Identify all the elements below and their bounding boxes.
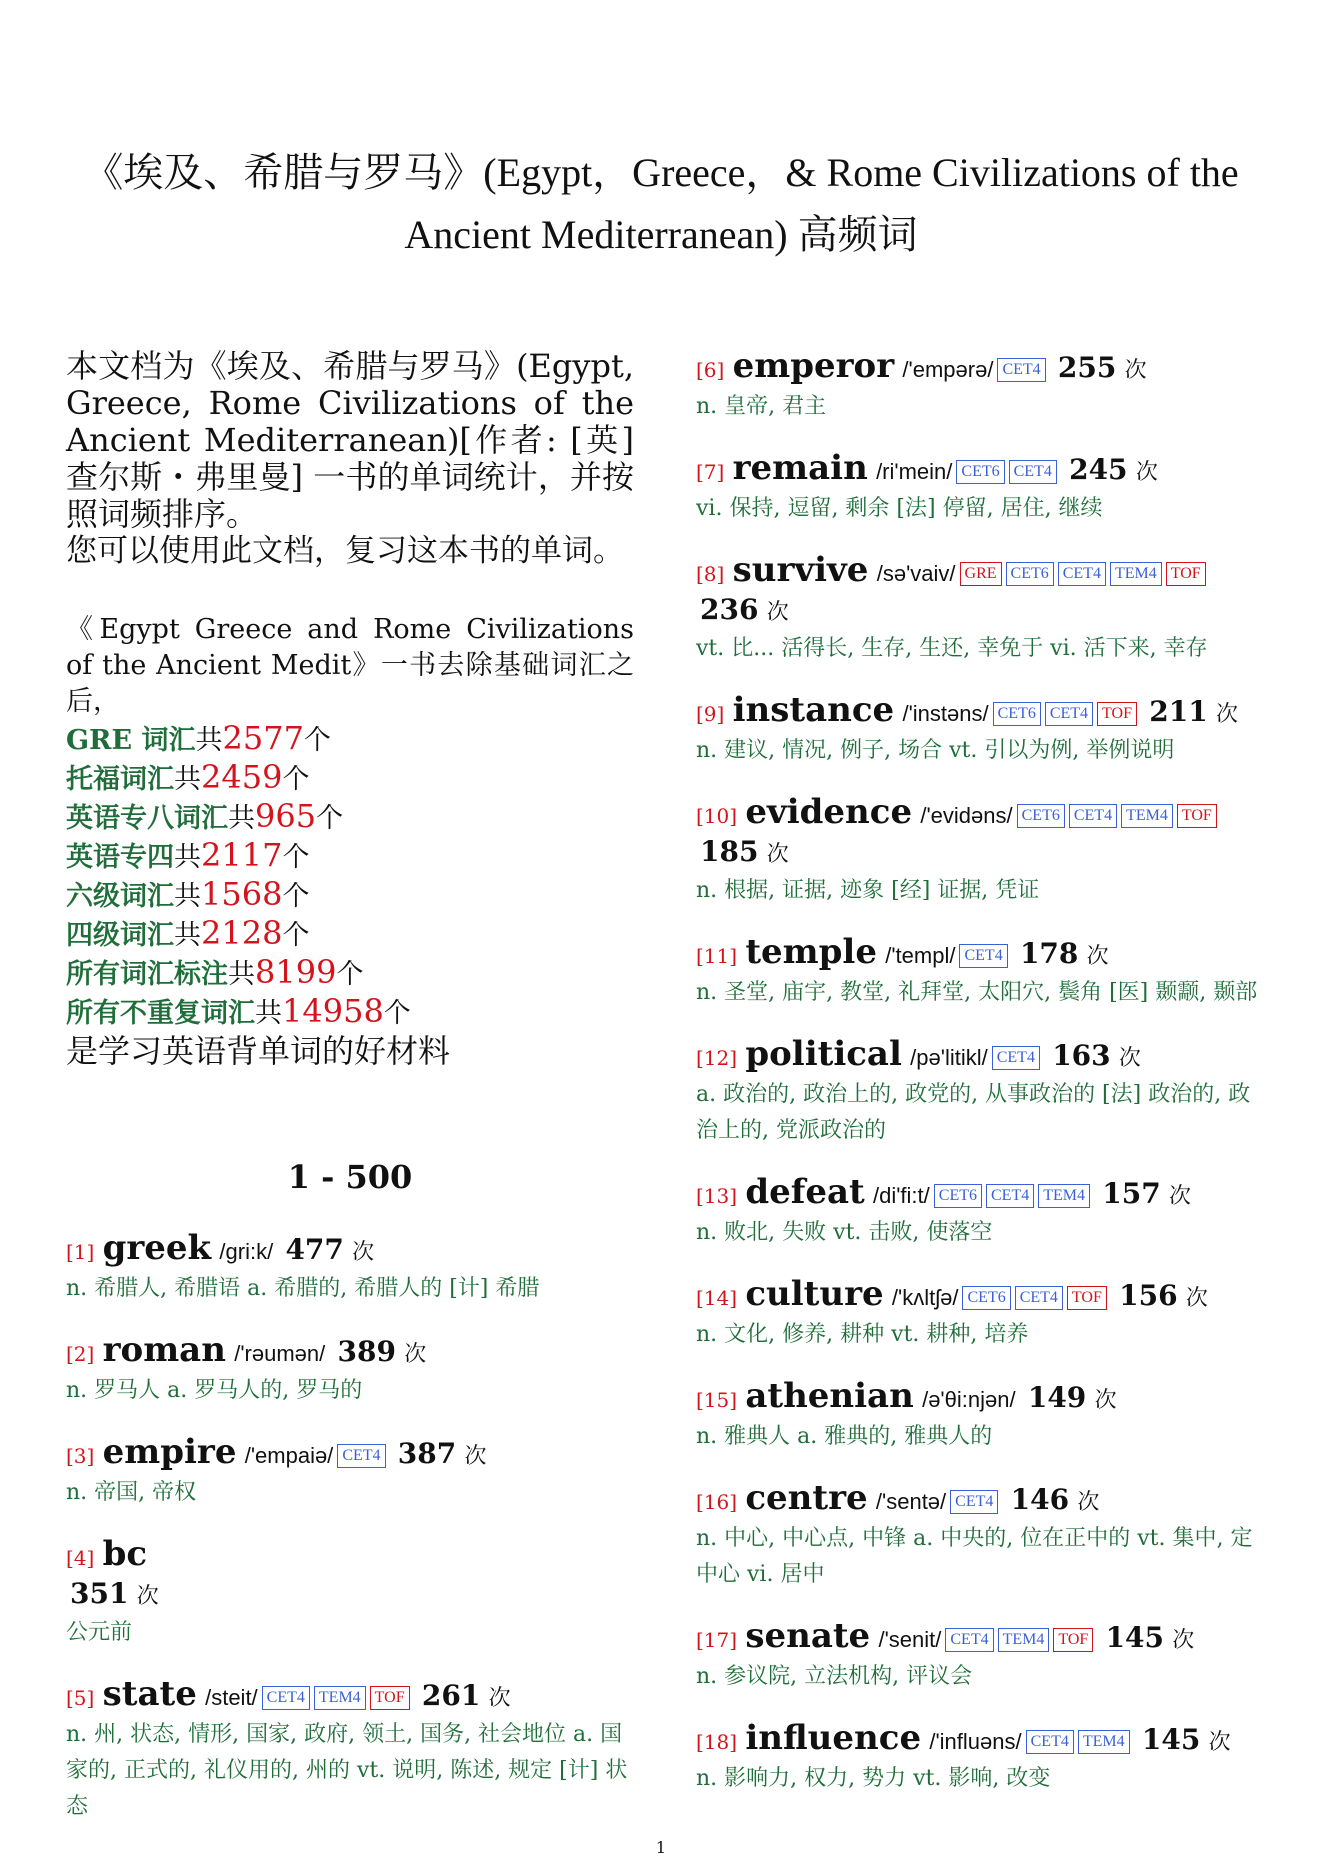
exam-tag-badge: CET4 (262, 1686, 310, 1710)
entry-index: [8] (696, 562, 725, 586)
stat-line (66, 915, 634, 954)
entry-index: [15] (696, 1388, 738, 1412)
intro-paragraph: 本文档为《埃及、希腊与罗马》(Egypt, Greece, Rome Civilizations of the Ancient Mediterranean)[作者: [英] 查尔斯・弗里曼] 一书的单词统计，并按照词频排序。 (66, 347, 634, 533)
stat-mid: 共 (228, 959, 255, 990)
entry-phonetic: /'rəumən/ (234, 1341, 326, 1366)
stat-unit: 个 (282, 920, 310, 951)
stat-label: 所有不重复词汇 (66, 998, 255, 1029)
entry-count: 211 (1149, 695, 1208, 728)
entry-head (696, 934, 1266, 975)
exam-tag-badge: TOF (1053, 1628, 1093, 1652)
entry-index: [6] (696, 358, 725, 382)
entry-definition: n. 州, 状态, 情形, 国家, 政府, 领土, 国务, 社会地位 a. 国家的, 正式的, 礼仪用的, 州的 vt. 说明, 陈述, 规定 [计] 状态 (66, 1722, 628, 1819)
exam-tag-badge: TEM4 (314, 1686, 366, 1710)
entry-index: [12] (696, 1046, 738, 1070)
entry-index: [13] (696, 1184, 738, 1208)
entry-word: temple (745, 932, 877, 972)
vocab-entry (696, 1618, 1266, 1695)
exam-tag-badge: TEM4 (1121, 804, 1173, 828)
entry-phonetic: /'kʌltʃə/ (891, 1285, 959, 1310)
vocab-entry (66, 1536, 634, 1651)
right-column (696, 348, 1266, 1822)
section-heading: 1 - 500 (287, 1158, 413, 1196)
stat-label: 所有词汇标注 (66, 959, 228, 990)
entry-word: political (745, 1034, 902, 1074)
exam-tag-badge: CET4 (945, 1628, 993, 1652)
stat-label: 四级词汇 (66, 920, 174, 951)
title-line-1: 《埃及、希腊与罗马》(Egypt，Greece，& Rome Civilizations of the (83, 150, 1239, 195)
entry-count: 163 (1052, 1039, 1111, 1072)
left-column (66, 348, 634, 1850)
entry-count: 145 (1141, 1723, 1201, 1756)
stat-unit: 个 (316, 803, 344, 834)
exam-tag-badge: TEM4 (998, 1628, 1050, 1652)
entry-phonetic: /ri'mein/ (876, 459, 953, 484)
entry-definition: n. 根据, 证据, 迹象 [经] 证据, 凭证 (696, 878, 1040, 903)
entry-definition: n. 败北, 失败 vt. 击败, 使落空 (696, 1220, 993, 1245)
entry-index: [1] (66, 1240, 95, 1264)
stat-number: 2459 (201, 758, 283, 796)
entry-index: [9] (696, 702, 725, 726)
entry-index: [14] (696, 1286, 738, 1310)
exam-tag-badge: GRE (960, 562, 1002, 586)
entry-definition: vi. 保持, 逗留, 剩余 [法] 停留, 居住, 继续 (696, 496, 1103, 521)
entry-count: 149 (1027, 1381, 1087, 1414)
entry-head (696, 692, 1266, 733)
vocab-entry (696, 1480, 1266, 1593)
stats-block (66, 612, 634, 1070)
entry-count: 387 (397, 1437, 457, 1470)
vocab-entry (696, 348, 1266, 425)
exam-tag-badge: CET4 (1009, 460, 1057, 484)
entry-phonetic: /'empaiə/ (244, 1443, 334, 1468)
entry-index: [5] (66, 1686, 95, 1710)
entry-count-unit: 次 (352, 1240, 375, 1265)
entry-count-unit: 次 (1168, 1184, 1191, 1209)
entry-phonetic: /gri:k/ (219, 1239, 274, 1264)
exam-tag-badge: CET6 (934, 1184, 982, 1208)
entry-word: empire (102, 1432, 237, 1472)
entry-count-unit: 次 (1077, 1490, 1100, 1515)
entry-definition: 公元前 (66, 1620, 133, 1645)
exam-tag-badge: TOF (370, 1686, 410, 1710)
exam-tag-badge: TOF (1097, 702, 1137, 726)
entry-word: defeat (745, 1172, 865, 1212)
stat-mid: 共 (228, 803, 255, 834)
entry-head (696, 1036, 1266, 1077)
entry-definition: n. 影响力, 权力, 势力 vt. 影响, 改变 (696, 1766, 1051, 1791)
entry-head (696, 348, 1266, 389)
exam-tag-badge: TEM4 (1038, 1184, 1090, 1208)
entry-count-unit: 次 (766, 600, 789, 625)
stat-line (66, 993, 634, 1032)
stat-number: 2117 (201, 836, 283, 874)
exam-tag-badge: CET4 (992, 1046, 1040, 1070)
vocab-entry (696, 1720, 1266, 1797)
entry-count-unit: 次 (404, 1342, 427, 1367)
entry-definition: n. 中心, 中心点, 中锋 a. 中央的, 位在正中的 vt. 集中, 定中心 vi. 居中 (696, 1526, 1253, 1587)
entry-phonetic: /pə'litikl/ (910, 1045, 988, 1070)
entry-word: influence (745, 1718, 922, 1758)
entry-head (696, 1378, 1266, 1419)
document-title (40, 142, 1282, 266)
entry-head (696, 450, 1266, 491)
entry-count: 146 (1010, 1483, 1070, 1516)
entry-definition: n. 雅典人 a. 雅典的, 雅典人的 (696, 1424, 993, 1449)
entry-count: 245 (1069, 453, 1128, 486)
stat-label: 托福词汇 (66, 764, 174, 795)
entry-phonetic: /'evidəns/ (920, 803, 1013, 828)
exam-tag-badge: CET4 (1026, 1730, 1074, 1754)
entry-word: survive (732, 550, 869, 590)
entry-index: [10] (696, 804, 738, 828)
entry-count: 351 (70, 1577, 129, 1610)
entry-count-unit: 次 (1086, 944, 1109, 969)
exam-tag-badge: CET4 (337, 1444, 385, 1468)
stat-unit: 个 (282, 842, 310, 873)
vocab-entry (66, 1434, 634, 1511)
entry-index: [17] (696, 1628, 738, 1652)
entry-definition: n. 皇帝, 君主 (696, 394, 827, 419)
stat-unit: 个 (383, 998, 411, 1029)
exam-tag-badge: CET4 (950, 1490, 998, 1514)
stat-mid: 共 (174, 920, 201, 951)
entry-count: 157 (1102, 1177, 1161, 1210)
entry-index: [2] (66, 1342, 95, 1366)
vocab-entry (696, 1174, 1266, 1251)
stat-unit: 个 (303, 725, 331, 756)
entry-count-unit: 次 (1172, 1628, 1195, 1653)
entry-word: evidence (745, 792, 913, 832)
exam-tag-badge: CET6 (956, 460, 1004, 484)
entry-index: [16] (696, 1490, 738, 1514)
vocab-entry (696, 1378, 1266, 1455)
stat-label: 英语专四 (66, 842, 174, 873)
entry-phonetic: /'sentə/ (875, 1489, 947, 1514)
entry-head (66, 1230, 634, 1271)
vocab-entry (66, 1676, 634, 1825)
entry-count-unit: 次 (488, 1686, 511, 1711)
vocab-entry (696, 552, 1266, 667)
entry-head (696, 1276, 1266, 1317)
entry-head (696, 1618, 1266, 1659)
stat-number: 14958 (282, 992, 384, 1030)
stat-unit: 个 (282, 881, 310, 912)
vocab-entry (66, 1332, 634, 1409)
stat-unit: 个 (336, 959, 364, 990)
entry-definition: n. 文化, 修养, 耕种 vt. 耕种, 培养 (696, 1322, 1029, 1347)
entry-count-unit: 次 (1118, 1046, 1141, 1071)
entry-count-unit: 次 (464, 1444, 487, 1469)
vocab-entry (696, 1036, 1266, 1149)
entry-head (66, 1434, 634, 1475)
stat-line (66, 759, 634, 798)
entry-word: bc (102, 1534, 148, 1574)
entry-count-unit: 次 (1135, 460, 1158, 485)
entry-phonetic: /'empərə/ (902, 357, 994, 382)
entry-count: 185 (700, 835, 759, 868)
intro-paragraph-2: 您可以使用此文档，复习这本书的单词。 (66, 533, 624, 569)
exam-tag-badge: CET4 (1058, 562, 1106, 586)
entry-head (696, 552, 1266, 631)
entry-index: [18] (696, 1730, 738, 1754)
entry-phonetic: /ə'θi:njən/ (922, 1387, 1016, 1412)
entry-head (696, 1720, 1266, 1761)
entry-count: 389 (337, 1335, 396, 1368)
entry-phonetic: /'senit/ (878, 1627, 942, 1652)
entry-phonetic: /'templ/ (885, 943, 956, 968)
stat-label: 英语专八词汇 (66, 803, 228, 834)
vocab-entry (696, 1276, 1266, 1353)
entry-definition: n. 帝国, 帝权 (66, 1480, 197, 1505)
vocab-entry (696, 450, 1266, 527)
entry-index: [4] (66, 1546, 95, 1570)
stat-line (66, 837, 634, 876)
stat-unit: 个 (282, 764, 310, 795)
entry-phonetic: /'instəns/ (902, 701, 989, 726)
entries-left (66, 1230, 634, 1825)
stats-lines (66, 720, 634, 1032)
entry-definition: n. 希腊人, 希腊语 a. 希腊的, 希腊人的 [计] 希腊 (66, 1276, 540, 1301)
exam-tag-badge: CET6 (962, 1286, 1010, 1310)
entry-word: state (102, 1674, 197, 1714)
entry-count: 178 (1019, 937, 1079, 970)
entry-definition: n. 参议院, 立法机构, 评议会 (696, 1664, 973, 1689)
stats-preface: 《Egypt Greece and Rome Civilizations of the Ancient Medit》一书去除基础词汇之后， (66, 614, 634, 717)
entry-definition: n. 建议, 情况, 例子, 场合 vt. 引以为例, 举例说明 (696, 738, 1175, 763)
entry-definition: vt. 比... 活得长, 生存, 生还, 幸免于 vi. 活下来, 幸存 (696, 636, 1208, 661)
entry-word: athenian (745, 1376, 914, 1416)
entry-word: roman (102, 1330, 226, 1370)
entry-count: 261 (421, 1679, 481, 1712)
entry-count-unit: 次 (136, 1584, 159, 1609)
entry-count: 145 (1105, 1621, 1165, 1654)
entry-word: culture (745, 1274, 884, 1314)
entry-count-unit: 次 (1185, 1286, 1208, 1311)
exam-tag-badge: TEM4 (1110, 562, 1162, 586)
entry-head (66, 1332, 634, 1373)
stat-mid: 共 (174, 842, 201, 873)
entry-count: 255 (1057, 351, 1117, 384)
exam-tag-badge: CET4 (997, 358, 1045, 382)
stat-mid: 共 (174, 881, 201, 912)
entry-word: centre (745, 1478, 868, 1518)
stat-number: 8199 (255, 953, 337, 991)
stat-mid: 共 (255, 998, 282, 1029)
exam-tag-badge: CET4 (959, 944, 1007, 968)
stat-mid: 共 (174, 764, 201, 795)
entry-word: remain (732, 448, 868, 488)
entry-definition: a. 政治的, 政治上的, 政党的, 从事政治的 [法] 政治的, 政治上的, 党派政治的 (696, 1082, 1251, 1143)
stat-mid: 共 (195, 725, 223, 756)
exam-tag-badge: CET4 (1045, 702, 1093, 726)
stat-number: 2128 (201, 914, 283, 952)
exam-tag-badge: CET6 (1017, 804, 1065, 828)
entry-word: greek (102, 1228, 212, 1268)
page-number: 1 (655, 1838, 667, 1857)
exam-tag-badge: CET4 (1015, 1286, 1063, 1310)
entry-count-unit: 次 (1215, 702, 1238, 727)
vocab-entry (696, 934, 1266, 1011)
entry-count: 236 (700, 593, 759, 626)
stat-number: 1568 (201, 875, 283, 913)
vocab-entry (696, 794, 1266, 909)
exam-tag-badge: CET4 (986, 1184, 1034, 1208)
entry-phonetic: /sə'vaiv/ (876, 561, 956, 586)
exam-tag-badge: TOF (1166, 562, 1206, 586)
title-line-2: Ancient Mediterranean) 高频词 (404, 212, 918, 257)
entry-index: [3] (66, 1444, 95, 1468)
exam-tag-badge: CET6 (993, 702, 1041, 726)
entry-count: 156 (1119, 1279, 1178, 1312)
entry-word: emperor (732, 346, 895, 386)
exam-tag-badge: TOF (1177, 804, 1217, 828)
stat-number: 965 (255, 797, 317, 835)
entries-right (696, 348, 1266, 1797)
entry-head (66, 1536, 634, 1576)
entry-count-unit: 次 (766, 842, 789, 867)
entry-head (696, 1174, 1266, 1215)
entry-definition: n. 圣堂, 庙宇, 教堂, 礼拜堂, 太阳穴, 鬓角 [医] 颞颥, 颞部 (696, 980, 1258, 1005)
entry-phonetic: /'influəns/ (929, 1729, 1022, 1754)
entry-word: senate (745, 1616, 871, 1656)
stats-footer: 是学习英语背单词的好材料 (66, 1032, 451, 1070)
stat-line (66, 720, 634, 759)
exam-tag-badge: CET4 (1069, 804, 1117, 828)
stat-label: GRE 词汇 (66, 725, 196, 756)
entry-word: instance (732, 690, 895, 730)
entry-count-unit: 次 (1124, 358, 1147, 383)
entry-count: 477 (285, 1233, 344, 1266)
entry-definition: n. 罗马人 a. 罗马人的, 罗马的 (66, 1378, 363, 1403)
stat-label: 六级词汇 (66, 881, 174, 912)
entry-count-unit: 次 (1208, 1730, 1231, 1755)
exam-tag-badge: CET6 (1006, 562, 1054, 586)
entry-head (66, 1676, 634, 1717)
stat-line (66, 876, 634, 915)
stat-line (66, 798, 634, 837)
stat-line (66, 954, 634, 993)
entry-count-line (66, 1576, 634, 1615)
exam-tag-badge: TOF (1067, 1286, 1107, 1310)
entry-index: [7] (696, 460, 725, 484)
entry-count-unit: 次 (1094, 1388, 1117, 1413)
entry-phonetic: /di'fi:t/ (873, 1183, 930, 1208)
stat-number: 2577 (222, 719, 304, 757)
vocab-entry (696, 692, 1266, 769)
exam-tag-badge: TEM4 (1078, 1730, 1130, 1754)
entry-phonetic: /steit/ (205, 1685, 258, 1710)
entry-head (696, 794, 1266, 873)
entry-head (696, 1480, 1266, 1521)
vocab-entry (66, 1230, 634, 1307)
entry-index: [11] (696, 944, 738, 968)
